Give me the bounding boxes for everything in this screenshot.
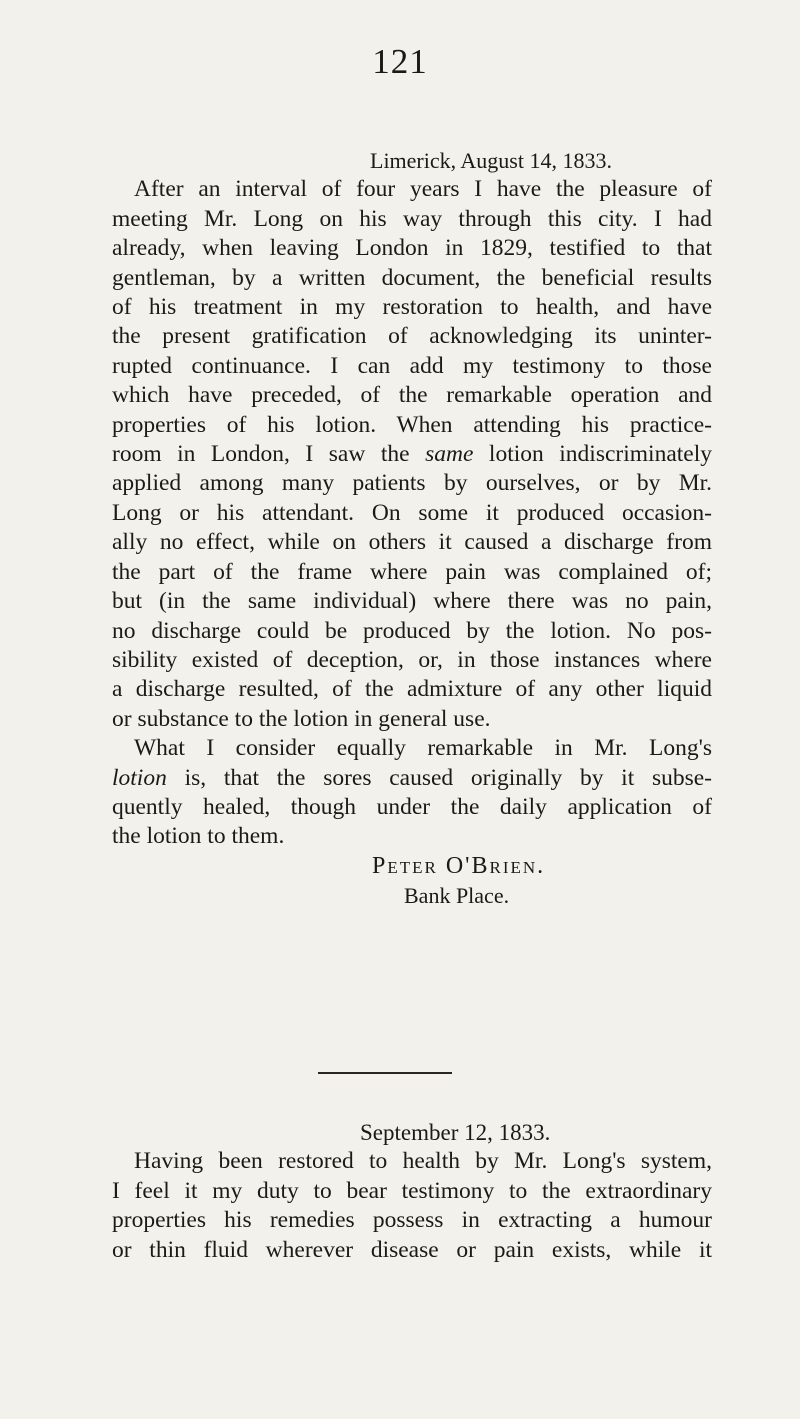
text-line: but (in the same individual) where there was no pain, [112,588,712,615]
text-line: gentleman, by a written document, the beneficial results [112,264,712,291]
signature-name: Peter O'Brien. [372,852,546,879]
text-line [112,764,712,793]
text-line: or thin fluid wherever disease or pain exists, while it [112,1236,712,1263]
text-line: rupted continuance. I can add my testimony to those [112,352,712,379]
text-line: quently healed, though under the daily application of [112,793,712,820]
page-number: 121 [372,42,428,81]
text-line: of his treatment in my restoration to health, and have [112,294,712,321]
signature-place: Bank Place. [404,883,510,909]
section-divider [318,1072,452,1074]
letter-september [112,1118,712,1265]
text-line: the part of the frame where pain was complained of; [112,558,712,585]
text-line: or substance to the lotion in general use. [112,705,491,732]
letter-limerick [112,146,712,911]
text-run: is, that the sores caused originally by it subse- [184,764,712,791]
text-line: properties his remedies possess in extracting a humour [112,1207,712,1234]
text-line: a discharge resulted, of the admixture of any other liquid [112,676,712,703]
text-line: I feel it my duty to bear testimony to the extraordinary [112,1177,712,1204]
emphasis-same: same [425,441,474,468]
text-line: the present gratification of acknowledging its uninter- [112,323,712,350]
text-run: lotion indiscriminately [488,441,712,468]
text-line: the lotion to them. [112,823,285,850]
text-line: ally no effect, while on others it caused a discharge from [112,529,712,556]
text-line: which have preceded, of the remarkable operation and [112,382,712,409]
text-line [112,440,712,469]
dateline: Limerick, August 14, 1833. [370,148,612,173]
text-run: room in London, I saw the [112,441,410,468]
text-line: Having been restored to health by Mr. Long's system, [134,1148,712,1175]
emphasis-lotion: lotion [112,764,167,791]
text-line: After an interval of four years I have the pleasure of [134,176,712,203]
text-line: already, when leaving London in 1829, testified to that [112,235,712,262]
text-line: applied among many patients by ourselves, or by Mr. [112,470,712,497]
text-line: sibility existed of deception, or, in those instances where [112,646,712,673]
text-line: meeting Mr. Long on his way through this city. I had [112,205,712,232]
text-line: What I consider equally remarkable in Mr. Long's [134,735,712,762]
dateline: September 12, 1833. [360,1120,551,1145]
text-line: no discharge could be produced by the lotion. No pos- [112,617,712,644]
text-line: properties of his lotion. When attending his practice- [112,411,712,438]
text-line: Long or his attendant. On some it produced occasion- [112,499,712,526]
